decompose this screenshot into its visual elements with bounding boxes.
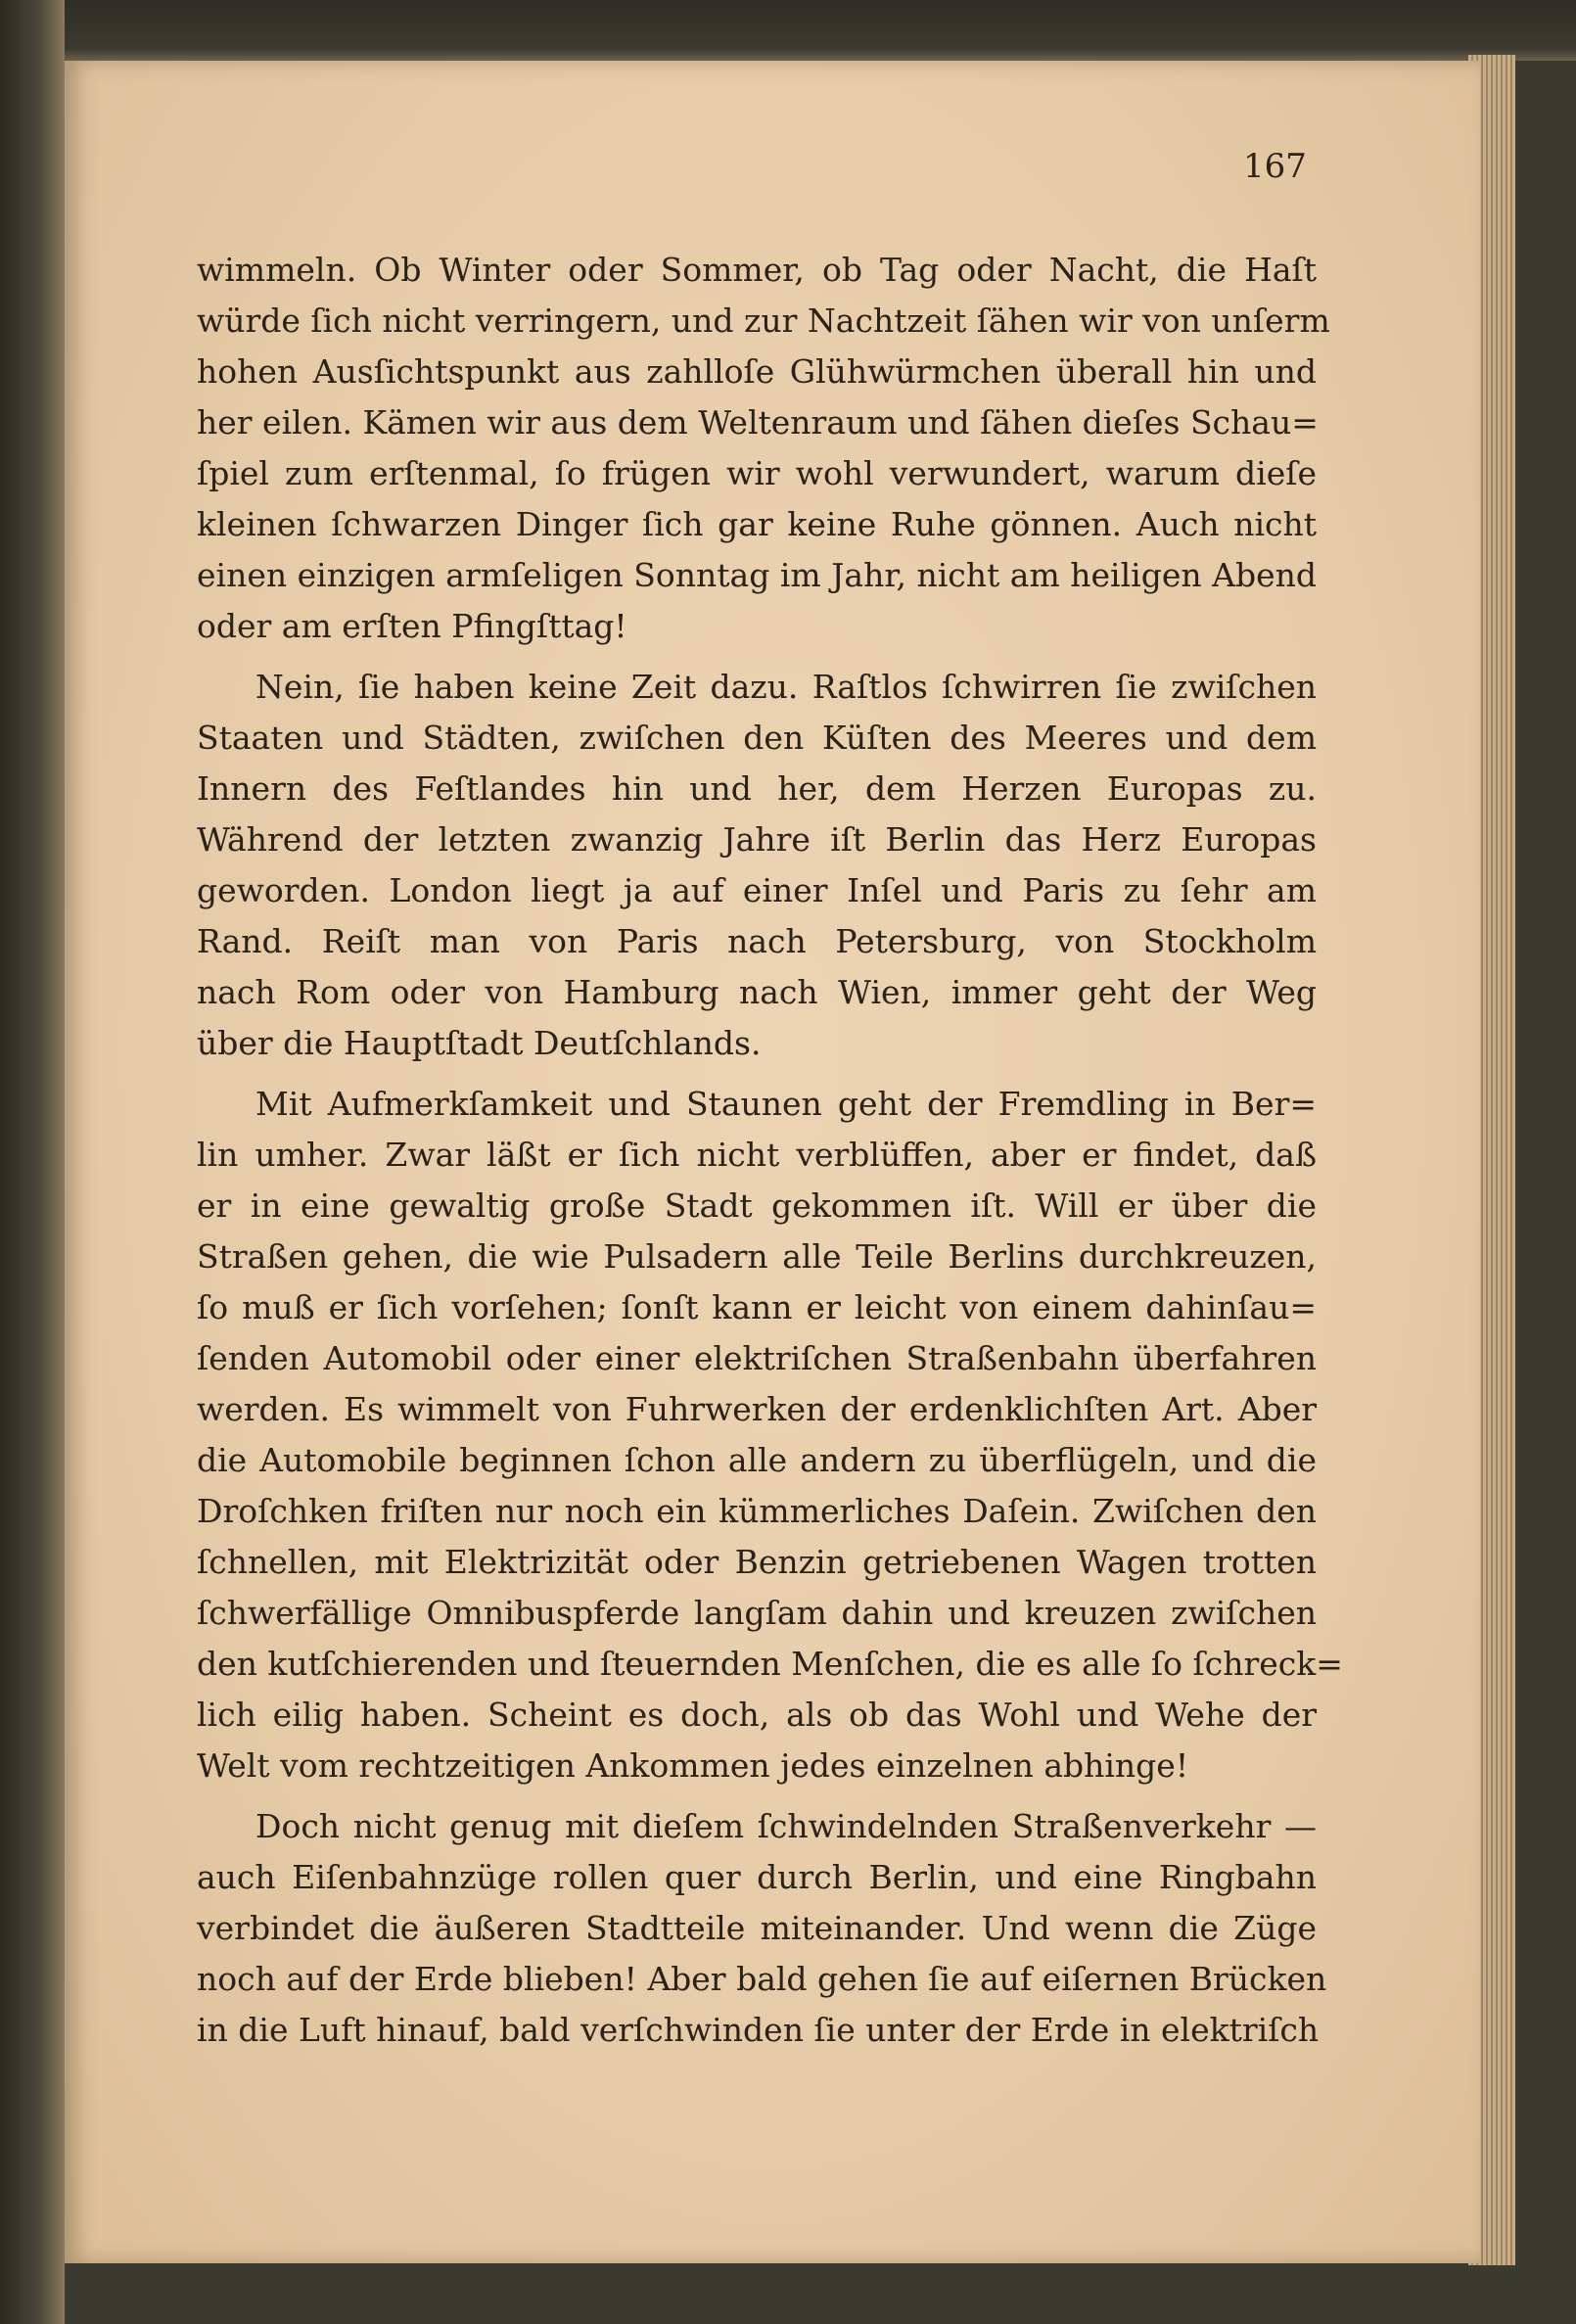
text-line: lin umher. Zwar läßt er ſich nicht verblüffen, aber er findet, daß [197, 1136, 1317, 1174]
text-line: ſpiel zum erſtenmal, ſo frügen wir wohl verwundert, warum dieſe [197, 454, 1317, 492]
text-line: ſchwerfällige Omnibuspferde langſam dahin und kreuzen zwiſchen [197, 1594, 1317, 1632]
text-line: würde ſich nicht verringern, und zur Nachtzeit ſähen wir von unſerm [197, 302, 1330, 340]
text-line: lich eilig haben. Scheint es doch, als ob das Wohl und Wehe der [197, 1696, 1317, 1734]
text-line: einen einzigen armſeligen Sonntag im Jahr, nicht am heiligen Abend [197, 556, 1317, 594]
text-line: oder am erſten Pfingſttag! [197, 607, 627, 645]
text-line: Doch nicht genug mit dieſem ſchwindelnden Straßenverkehr — [255, 1807, 1317, 1845]
text-line: Mit Aufmerkſamkeit und Staunen geht der Fremdling in Ber= [255, 1085, 1317, 1123]
text-line: Staaten und Städten, zwiſchen den Küſten des Meeres und dem [197, 719, 1317, 757]
text-line: Innern des Feſtlandes hin und her, dem Herzen Europas zu. [197, 769, 1317, 808]
paragraph [197, 1079, 1343, 1791]
text-line: in die Luft hinauf, bald verſchwinden ſie unter der Erde in elektriſch [197, 2011, 1320, 2049]
text-line: geworden. London liegt ja auf einer Inſel und Paris zu ſehr am [197, 871, 1317, 909]
text-line: ſenden Automobil oder einer elektriſchen Straßenbahn überfahren [197, 1339, 1317, 1377]
text-line: Rand. Reiſt man von Paris nach Petersburg, von Stockholm [197, 922, 1317, 960]
text-line: den kutſchierenden und ſteuernden Menſchen, die es alle ſo ſchreck= [197, 1645, 1343, 1683]
scan-background-left [0, 0, 65, 2324]
text-line: über die Hauptſtadt Deutſchlands. [197, 1024, 762, 1062]
text-line: wimmeln. Ob Winter oder Sommer, ob Tag oder Nacht, die Haſt [197, 251, 1317, 289]
text-line: Welt vom rechtzeitigen Ankommen jedes einzelnen abhinge! [197, 1746, 1189, 1785]
text-line: ſo muß er ſich vorſehen; ſonſt kann er leicht von einem dahinſau= [197, 1288, 1317, 1326]
text-line: Während der letzten zwanzig Jahre iſt Berlin das Herz Europas [197, 820, 1317, 859]
paragraph [197, 662, 1317, 1069]
paragraph [197, 1801, 1327, 2056]
text-line: werden. Es wimmelt von Fuhrwerken der erdenklichſten Art. Aber [197, 1390, 1317, 1428]
body-text [197, 245, 1343, 2056]
text-line: kleinen ſchwarzen Dinger ſich gar keine Ruhe gönnen. Auch nicht [197, 505, 1317, 543]
text-line: die Automobile beginnen ſchon alle andern zu überflügeln, und die [197, 1441, 1317, 1479]
text-line: Straßen gehen, die wie Pulsadern alle Teile Berlins durchkreuzen, [197, 1237, 1317, 1276]
text-line: verbindet die äußeren Stadtteile miteinander. Und wenn die Züge [197, 1909, 1317, 1947]
text-line: ſchnellen, mit Elektrizität oder Benzin getriebenen Wagen trotten [197, 1543, 1317, 1581]
scan-background-top [0, 0, 1576, 61]
text-line: auch Eiſenbahnzüge rollen quer durch Berlin, und eine Ringbahn [197, 1858, 1317, 1896]
text-line: noch auf der Erde blieben! Aber bald gehen ſie auf eiſernen Brücken [197, 1960, 1327, 1998]
text-line: her eilen. Kämen wir aus dem Weltenraum und ſähen dieſes Schau= [197, 403, 1319, 442]
paragraph [197, 245, 1330, 652]
text-line: nach Rom oder von Hamburg nach Wien, immer geht der Weg [197, 973, 1317, 1011]
text-line: Nein, ſie haben keine Zeit dazu. Raſtlos ſchwirren ſie zwiſchen [255, 668, 1317, 706]
text-line: er in eine gewaltig große Stadt gekommen iſt. Will er über die [197, 1186, 1317, 1225]
text-line: Droſchken friſten nur noch ein kümmerliches Daſein. Zwiſchen den [197, 1492, 1317, 1530]
page-number: 167 [1243, 147, 1307, 186]
text-line: hohen Ausſichtspunkt aus zahlloſe Glühwürmchen überall hin und [197, 352, 1317, 391]
